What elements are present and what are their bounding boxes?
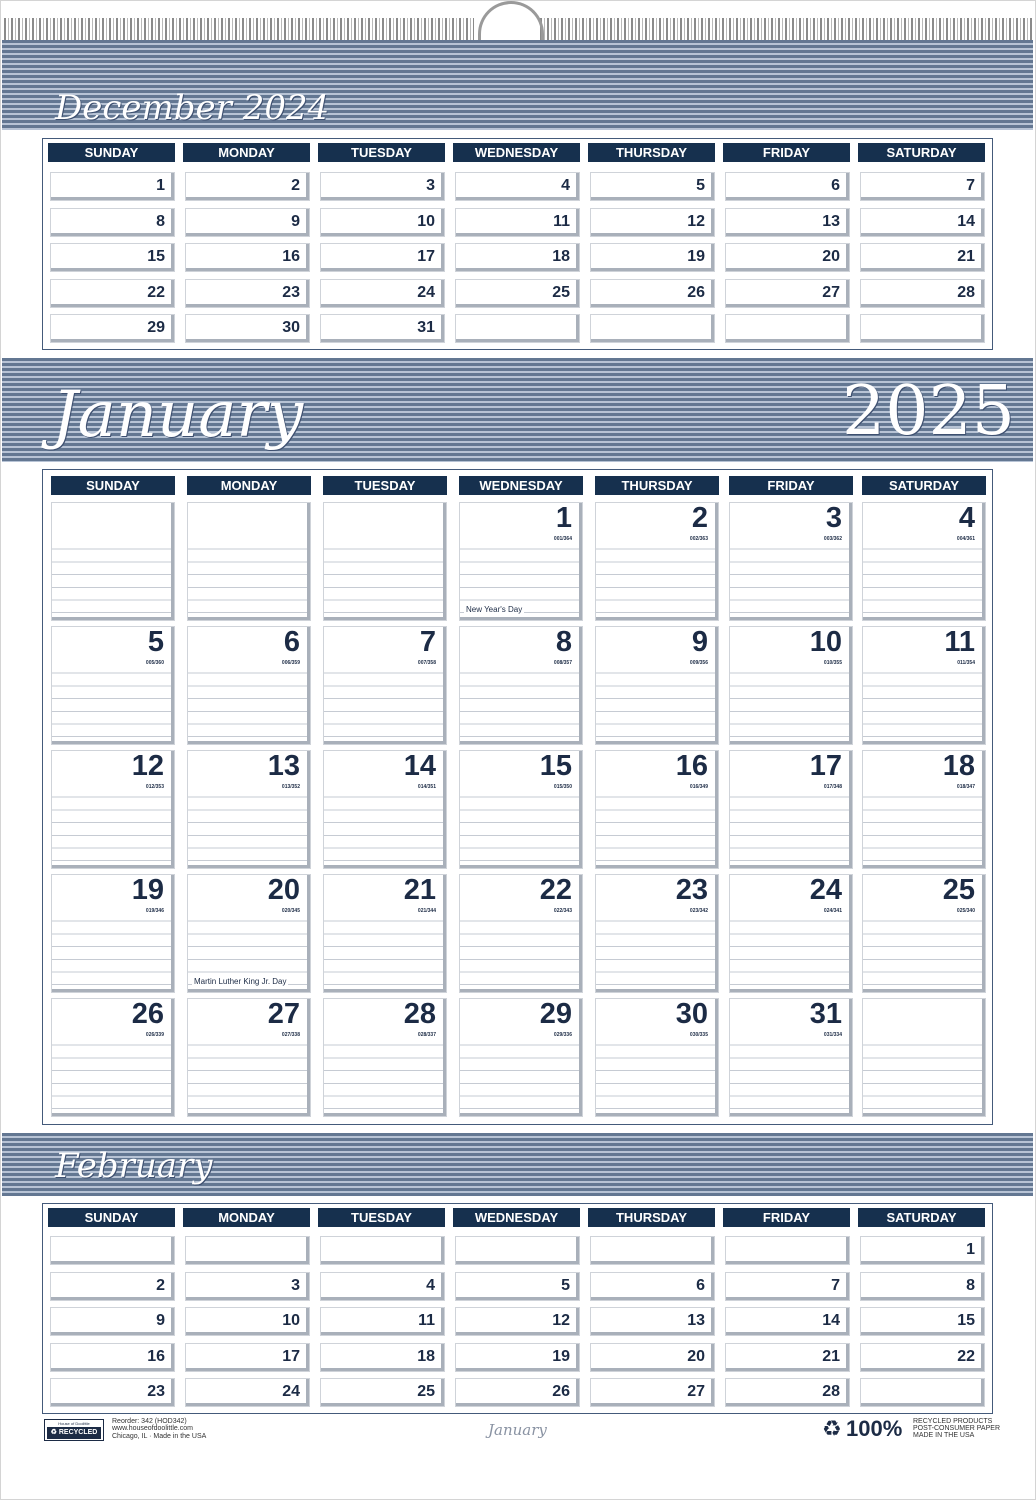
december-day-cell[interactable]: 23 [185, 279, 310, 308]
february-day-cell[interactable]: 8 [860, 1272, 985, 1301]
day-of-year: 020/345 [281, 908, 300, 914]
day-number: 14 [403, 750, 436, 782]
february-day-cell[interactable]: 24 [185, 1378, 310, 1407]
february-day-cell[interactable]: 23 [50, 1378, 175, 1407]
january-year-title: 2025 [842, 372, 1016, 451]
february-header-sunday: SUNDAY [48, 1208, 175, 1227]
december-day-cell[interactable]: 4 [455, 172, 580, 201]
cell-header-area [188, 503, 307, 543]
december-day-cell[interactable]: 18 [455, 243, 580, 272]
february-day-cell[interactable] [320, 1236, 445, 1265]
day-number: 9 [691, 626, 708, 658]
december-header-tuesday: TUESDAY [318, 143, 445, 162]
day-of-year: 014/351 [417, 784, 436, 790]
day-of-year: 010/355 [823, 660, 842, 666]
december-day-cell[interactable]: 30 [185, 314, 310, 343]
january-day-cell[interactable] [729, 874, 853, 993]
day-of-year: 028/337 [417, 1032, 436, 1038]
december-day-cell[interactable]: 15 [50, 243, 175, 272]
day-number: 12 [131, 750, 164, 782]
december-day-cell[interactable] [590, 314, 715, 343]
january-day-cell[interactable] [595, 750, 719, 869]
day-number: 21 [403, 874, 436, 906]
february-day-cell[interactable]: 16 [50, 1343, 175, 1372]
february-day-cell[interactable]: 20 [590, 1343, 715, 1372]
day-number: 28 [403, 998, 436, 1030]
day-number: 16 [675, 750, 708, 782]
day-of-year: 022/343 [553, 908, 572, 914]
day-number: 10 [809, 626, 842, 658]
day-of-year: 012/353 [145, 784, 164, 790]
footer-page-label: January [488, 1421, 547, 1439]
day-of-year: 008/357 [553, 660, 572, 666]
cell-header-area [863, 999, 982, 1039]
january-day-cell[interactable] [595, 626, 719, 745]
december-day-cell[interactable]: 27 [725, 279, 850, 308]
january-day-cell[interactable] [595, 874, 719, 993]
day-number: 22 [539, 874, 572, 906]
january-day-cell[interactable] [51, 874, 175, 993]
december-day-cell[interactable]: 16 [185, 243, 310, 272]
january-header-sunday: SUNDAY [51, 476, 175, 495]
december-day-cell[interactable]: 6 [725, 172, 850, 201]
december-day-cell[interactable] [725, 314, 850, 343]
january-day-cell[interactable] [595, 998, 719, 1117]
february-day-cell[interactable]: 6 [590, 1272, 715, 1301]
day-number: 4 [958, 502, 975, 534]
january-header-monday: MONDAY [187, 476, 311, 495]
february-day-cell[interactable]: 3 [185, 1272, 310, 1301]
day-of-year: 024/341 [823, 908, 842, 914]
january-header-wednesday: WEDNESDAY [459, 476, 583, 495]
december-day-cell[interactable]: 19 [590, 243, 715, 272]
day-of-year: 005/360 [145, 660, 164, 666]
december-day-cell[interactable]: 17 [320, 243, 445, 272]
february-day-cell[interactable]: 12 [455, 1307, 580, 1336]
day-number: 17 [809, 750, 842, 782]
day-of-year: 006/359 [281, 660, 300, 666]
january-day-cell[interactable] [729, 626, 853, 745]
day-of-year: 007/358 [417, 660, 436, 666]
february-day-cell[interactable]: 7 [725, 1272, 850, 1301]
january-day-cell[interactable] [187, 750, 311, 869]
december-day-cell[interactable]: 22 [50, 279, 175, 308]
day-of-year: 016/349 [689, 784, 708, 790]
january-day-cell[interactable] [459, 874, 583, 993]
february-day-cell[interactable]: 26 [455, 1378, 580, 1407]
january-day-cell[interactable] [323, 998, 447, 1117]
day-number: 26 [131, 998, 164, 1030]
february-day-cell[interactable]: 9 [50, 1307, 175, 1336]
january-day-cell[interactable] [323, 502, 447, 621]
january-day-cell[interactable] [323, 874, 447, 993]
december-header-monday: MONDAY [183, 143, 310, 162]
december-header-sunday: SUNDAY [48, 143, 175, 162]
day-number: 19 [131, 874, 164, 906]
brand-name: House of Doolittle [58, 1421, 90, 1426]
day-of-year: 025/340 [956, 908, 975, 914]
january-day-cell[interactable] [323, 750, 447, 869]
february-day-cell[interactable]: 21 [725, 1343, 850, 1372]
december-day-cell[interactable] [455, 314, 580, 343]
january-day-cell[interactable] [51, 750, 175, 869]
recycled-line-2: POST-CONSUMER PAPER [913, 1425, 1000, 1432]
day-number: 27 [267, 998, 300, 1030]
december-day-cell[interactable]: 2 [185, 172, 310, 201]
december-day-cell[interactable]: 20 [725, 243, 850, 272]
february-day-cell[interactable]: 13 [590, 1307, 715, 1336]
december-day-cell[interactable]: 9 [185, 208, 310, 237]
january-day-cell[interactable] [862, 750, 986, 869]
day-number: 11 [944, 626, 975, 658]
december-day-cell[interactable]: 12 [590, 208, 715, 237]
february-day-cell[interactable]: 28 [725, 1378, 850, 1407]
day-number: 6 [283, 626, 300, 658]
day-of-year: 027/338 [281, 1032, 300, 1038]
wire-binding-left [4, 18, 474, 40]
cell-header-area [52, 503, 171, 543]
january-day-cell[interactable] [862, 502, 986, 621]
recycled-badge-label: RECYCLED [58, 1429, 98, 1436]
recycled-line-1: RECYCLED PRODUCTS [913, 1418, 993, 1425]
february-header-saturday: SATURDAY [858, 1208, 985, 1227]
february-day-cell[interactable]: 15 [860, 1307, 985, 1336]
december-day-cell[interactable]: 3 [320, 172, 445, 201]
december-day-cell[interactable] [860, 314, 985, 343]
day-number: 2 [691, 502, 708, 534]
february-day-cell[interactable]: 4 [320, 1272, 445, 1301]
february-header-wednesday: WEDNESDAY [453, 1208, 580, 1227]
day-number: 15 [539, 750, 572, 782]
day-number: 18 [942, 750, 975, 782]
january-day-cell[interactable] [187, 626, 311, 745]
february-day-cell[interactable] [725, 1236, 850, 1265]
day-of-year: 026/339 [145, 1032, 164, 1038]
cell-header-area [324, 503, 443, 543]
day-number: 29 [539, 998, 572, 1030]
december-header-saturday: SATURDAY [858, 143, 985, 162]
day-of-year: 019/346 [145, 908, 164, 914]
december-header-thursday: THURSDAY [588, 143, 715, 162]
february-header-monday: MONDAY [183, 1208, 310, 1227]
day-of-year: 031/334 [823, 1032, 842, 1038]
recycle-icon: ♻ [50, 1429, 57, 1436]
day-number: 31 [809, 998, 842, 1030]
day-of-year: 013/352 [281, 784, 300, 790]
february-day-cell[interactable] [590, 1236, 715, 1265]
december-day-cell[interactable]: 13 [725, 208, 850, 237]
january-day-cell[interactable] [729, 998, 853, 1117]
day-of-year: 011/354 [957, 660, 975, 666]
february-day-cell[interactable] [860, 1378, 985, 1407]
day-of-year: 015/350 [553, 784, 572, 790]
day-number: 3 [825, 502, 842, 534]
december-day-cell[interactable]: 7 [860, 172, 985, 201]
day-number: 30 [675, 998, 708, 1030]
january-month-title: January [52, 378, 304, 452]
day-number: 1 [555, 502, 572, 534]
february-day-cell[interactable]: 17 [185, 1343, 310, 1372]
february-day-cell[interactable] [50, 1236, 175, 1265]
february-title: February [55, 1146, 213, 1186]
february-day-cell[interactable]: 22 [860, 1343, 985, 1372]
january-header-saturday: SATURDAY [862, 476, 986, 495]
day-number: 5 [147, 626, 164, 658]
december-day-cell[interactable]: 31 [320, 314, 445, 343]
january-day-cell[interactable] [729, 750, 853, 869]
january-day-cell[interactable] [459, 998, 583, 1117]
december-day-cell[interactable]: 10 [320, 208, 445, 237]
february-day-cell[interactable]: 27 [590, 1378, 715, 1407]
january-day-cell[interactable] [459, 750, 583, 869]
february-day-cell[interactable]: 19 [455, 1343, 580, 1372]
day-number: 20 [267, 874, 300, 906]
december-day-cell[interactable]: 24 [320, 279, 445, 308]
january-day-cell[interactable] [187, 998, 311, 1117]
day-of-year: 003/362 [823, 536, 842, 542]
december-day-cell[interactable]: 21 [860, 243, 985, 272]
recycled-line-3: MADE IN THE USA [913, 1432, 975, 1439]
january-header-tuesday: TUESDAY [323, 476, 447, 495]
february-day-cell[interactable]: 10 [185, 1307, 310, 1336]
recycled-badge [47, 1427, 101, 1439]
december-day-cell[interactable]: 8 [50, 208, 175, 237]
day-of-year: 004/361 [956, 536, 975, 542]
february-day-cell[interactable] [455, 1236, 580, 1265]
january-day-cell[interactable] [459, 502, 583, 621]
february-day-cell[interactable]: 2 [50, 1272, 175, 1301]
january-header-friday: FRIDAY [729, 476, 853, 495]
website-text[interactable]: www.houseofdoolittle.com [112, 1425, 193, 1432]
february-header-friday: FRIDAY [723, 1208, 850, 1227]
january-day-cell[interactable] [323, 626, 447, 745]
recycled-percent: 100% [846, 1416, 903, 1441]
february-day-cell[interactable] [185, 1236, 310, 1265]
december-day-cell[interactable]: 28 [860, 279, 985, 308]
february-header-thursday: THURSDAY [588, 1208, 715, 1227]
february-day-cell[interactable]: 14 [725, 1307, 850, 1336]
december-header-friday: FRIDAY [723, 143, 850, 162]
february-day-cell[interactable]: 1 [860, 1236, 985, 1265]
day-of-year: 009/356 [689, 660, 708, 666]
december-day-cell[interactable]: 1 [50, 172, 175, 201]
february-day-cell[interactable]: 11 [320, 1307, 445, 1336]
january-day-cell[interactable] [729, 502, 853, 621]
december-title: December 2024 [55, 88, 330, 128]
february-header-tuesday: TUESDAY [318, 1208, 445, 1227]
day-number: 24 [809, 874, 842, 906]
day-of-year: 017/348 [823, 784, 842, 790]
december-header-wednesday: WEDNESDAY [453, 143, 580, 162]
january-day-cell[interactable] [187, 874, 311, 993]
january-day-cell[interactable] [459, 626, 583, 745]
december-day-cell[interactable]: 25 [455, 279, 580, 308]
day-number: 8 [555, 626, 572, 658]
day-of-year: 002/363 [689, 536, 708, 542]
holiday-label: Martin Luther King Jr. Day [194, 977, 287, 986]
december-day-cell[interactable]: 5 [590, 172, 715, 201]
day-of-year: 021/344 [417, 908, 436, 914]
january-day-cell[interactable] [51, 998, 175, 1117]
day-of-year: 023/342 [689, 908, 708, 914]
recycled-logo [44, 1419, 104, 1441]
day-of-year: 029/336 [553, 1032, 572, 1038]
day-number: 23 [675, 874, 708, 906]
wire-binding-right [540, 18, 1032, 40]
day-of-year: 001/364 [553, 536, 572, 542]
day-number: 7 [419, 626, 436, 658]
december-day-cell[interactable]: 29 [50, 314, 175, 343]
january-day-cell[interactable] [51, 502, 175, 621]
february-day-cell[interactable]: 5 [455, 1272, 580, 1301]
january-header-thursday: THURSDAY [595, 476, 719, 495]
january-day-cell[interactable] [862, 626, 986, 745]
recycle-icon-large: ♻ [822, 1416, 842, 1441]
day-of-year: 018/347 [956, 784, 975, 790]
day-number: 13 [267, 750, 300, 782]
day-of-year: 030/335 [689, 1032, 708, 1038]
location-text: Chicago, IL · Made in the USA [112, 1433, 207, 1440]
december-day-cell[interactable]: 26 [590, 279, 715, 308]
january-day-cell[interactable] [187, 502, 311, 621]
day-number: 25 [942, 874, 975, 906]
december-day-cell[interactable]: 11 [455, 208, 580, 237]
january-day-cell[interactable] [862, 874, 986, 993]
january-day-cell[interactable] [51, 626, 175, 745]
january-day-cell[interactable] [862, 998, 986, 1117]
february-day-cell[interactable]: 18 [320, 1343, 445, 1372]
december-day-cell[interactable]: 14 [860, 208, 985, 237]
february-day-cell[interactable]: 25 [320, 1378, 445, 1407]
january-day-cell[interactable] [595, 502, 719, 621]
holiday-label: New Year's Day [466, 605, 523, 614]
reorder-text: Reorder: 342 (HOD342) [112, 1418, 187, 1425]
